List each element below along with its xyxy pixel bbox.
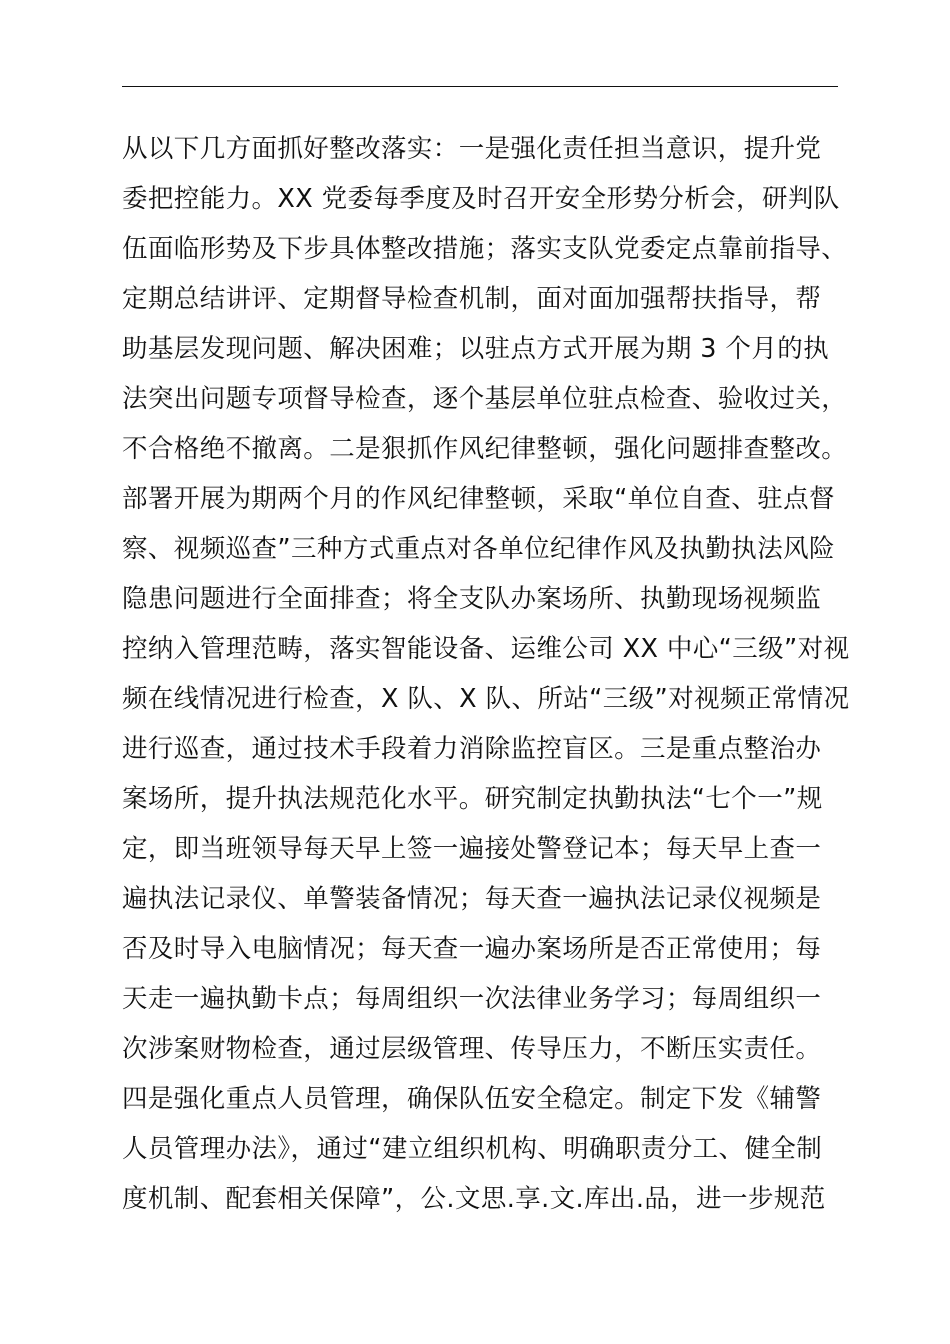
body-paragraph [122,127,852,1227]
text-line: 从以下几方面抓好整改落实：一是强化责任担当意识，提升党 [122,134,822,164]
text-line: 法突出问题专项督导检查，逐个基层单位驻点检查、验收过关， [122,384,848,414]
header-rule [122,86,838,87]
text-line: 进行巡查，通过技术手段着力消除监控盲区。三是重点整治办 [122,734,822,764]
text-line: 否及时导入电脑情况；每天查一遍办案场所是否正常使用；每 [122,934,822,964]
text-line: 频在线情况进行检查，X 队、X 队、所站“三级”对视频正常情况 [122,684,850,714]
text-line: 人员管理办法》，通过“建立组织机构、明确职责分工、健全制 [122,1134,823,1164]
text-line: 案场所，提升执法规范化水平。研究制定执勤执法“七个一”规 [122,784,823,814]
text-line: 助基层发现问题、解决困难；以驻点方式开展为期 3 个月的执 [122,334,830,364]
text-line: 四是强化重点人员管理，确保队伍安全稳定。制定下发《辅警 [122,1084,822,1114]
text-line: 次涉案财物检查，通过层级管理、传导压力，不断压实责任。 [122,1034,822,1064]
text-line: 部署开展为期两个月的作风纪律整顿，采取“单位自查、驻点督 [122,484,835,514]
text-line: 定期总结讲评、定期督导检查机制，面对面加强帮扶指导，帮 [122,284,822,314]
text-line: 遍执法记录仪、单警装备情况；每天查一遍执法记录仪视频是 [122,884,822,914]
text-line: 定，即当班领导每天早上签一遍接处警登记本；每天早上查一 [122,834,822,864]
text-line: 度机制、配套相关保障”，公.文思.享.文.库出.品，进一步规范 [122,1184,826,1214]
text-line: 伍面临形势及下步具体整改措施；落实支队党委定点靠前指导、 [122,234,848,264]
text-line: 天走一遍执勤卡点；每周组织一次法律业务学习；每周组织一 [122,984,822,1014]
text-line: 控纳入管理范畴，落实智能设备、运维公司 XX 中心“三级”对视 [122,634,850,664]
text-line: 察、视频巡查”三种方式重点对各单位纪律作风及执勤执法风险 [122,534,835,564]
text-line: 隐患问题进行全面排查；将全支队办案场所、执勤现场视频监 [122,584,822,614]
text-line: 不合格绝不撤离。二是狠抓作风纪律整顿，强化问题排查整改。 [122,434,848,464]
text-line: 委把控能力。XX 党委每季度及时召开安全形势分析会，研判队 [122,184,840,214]
